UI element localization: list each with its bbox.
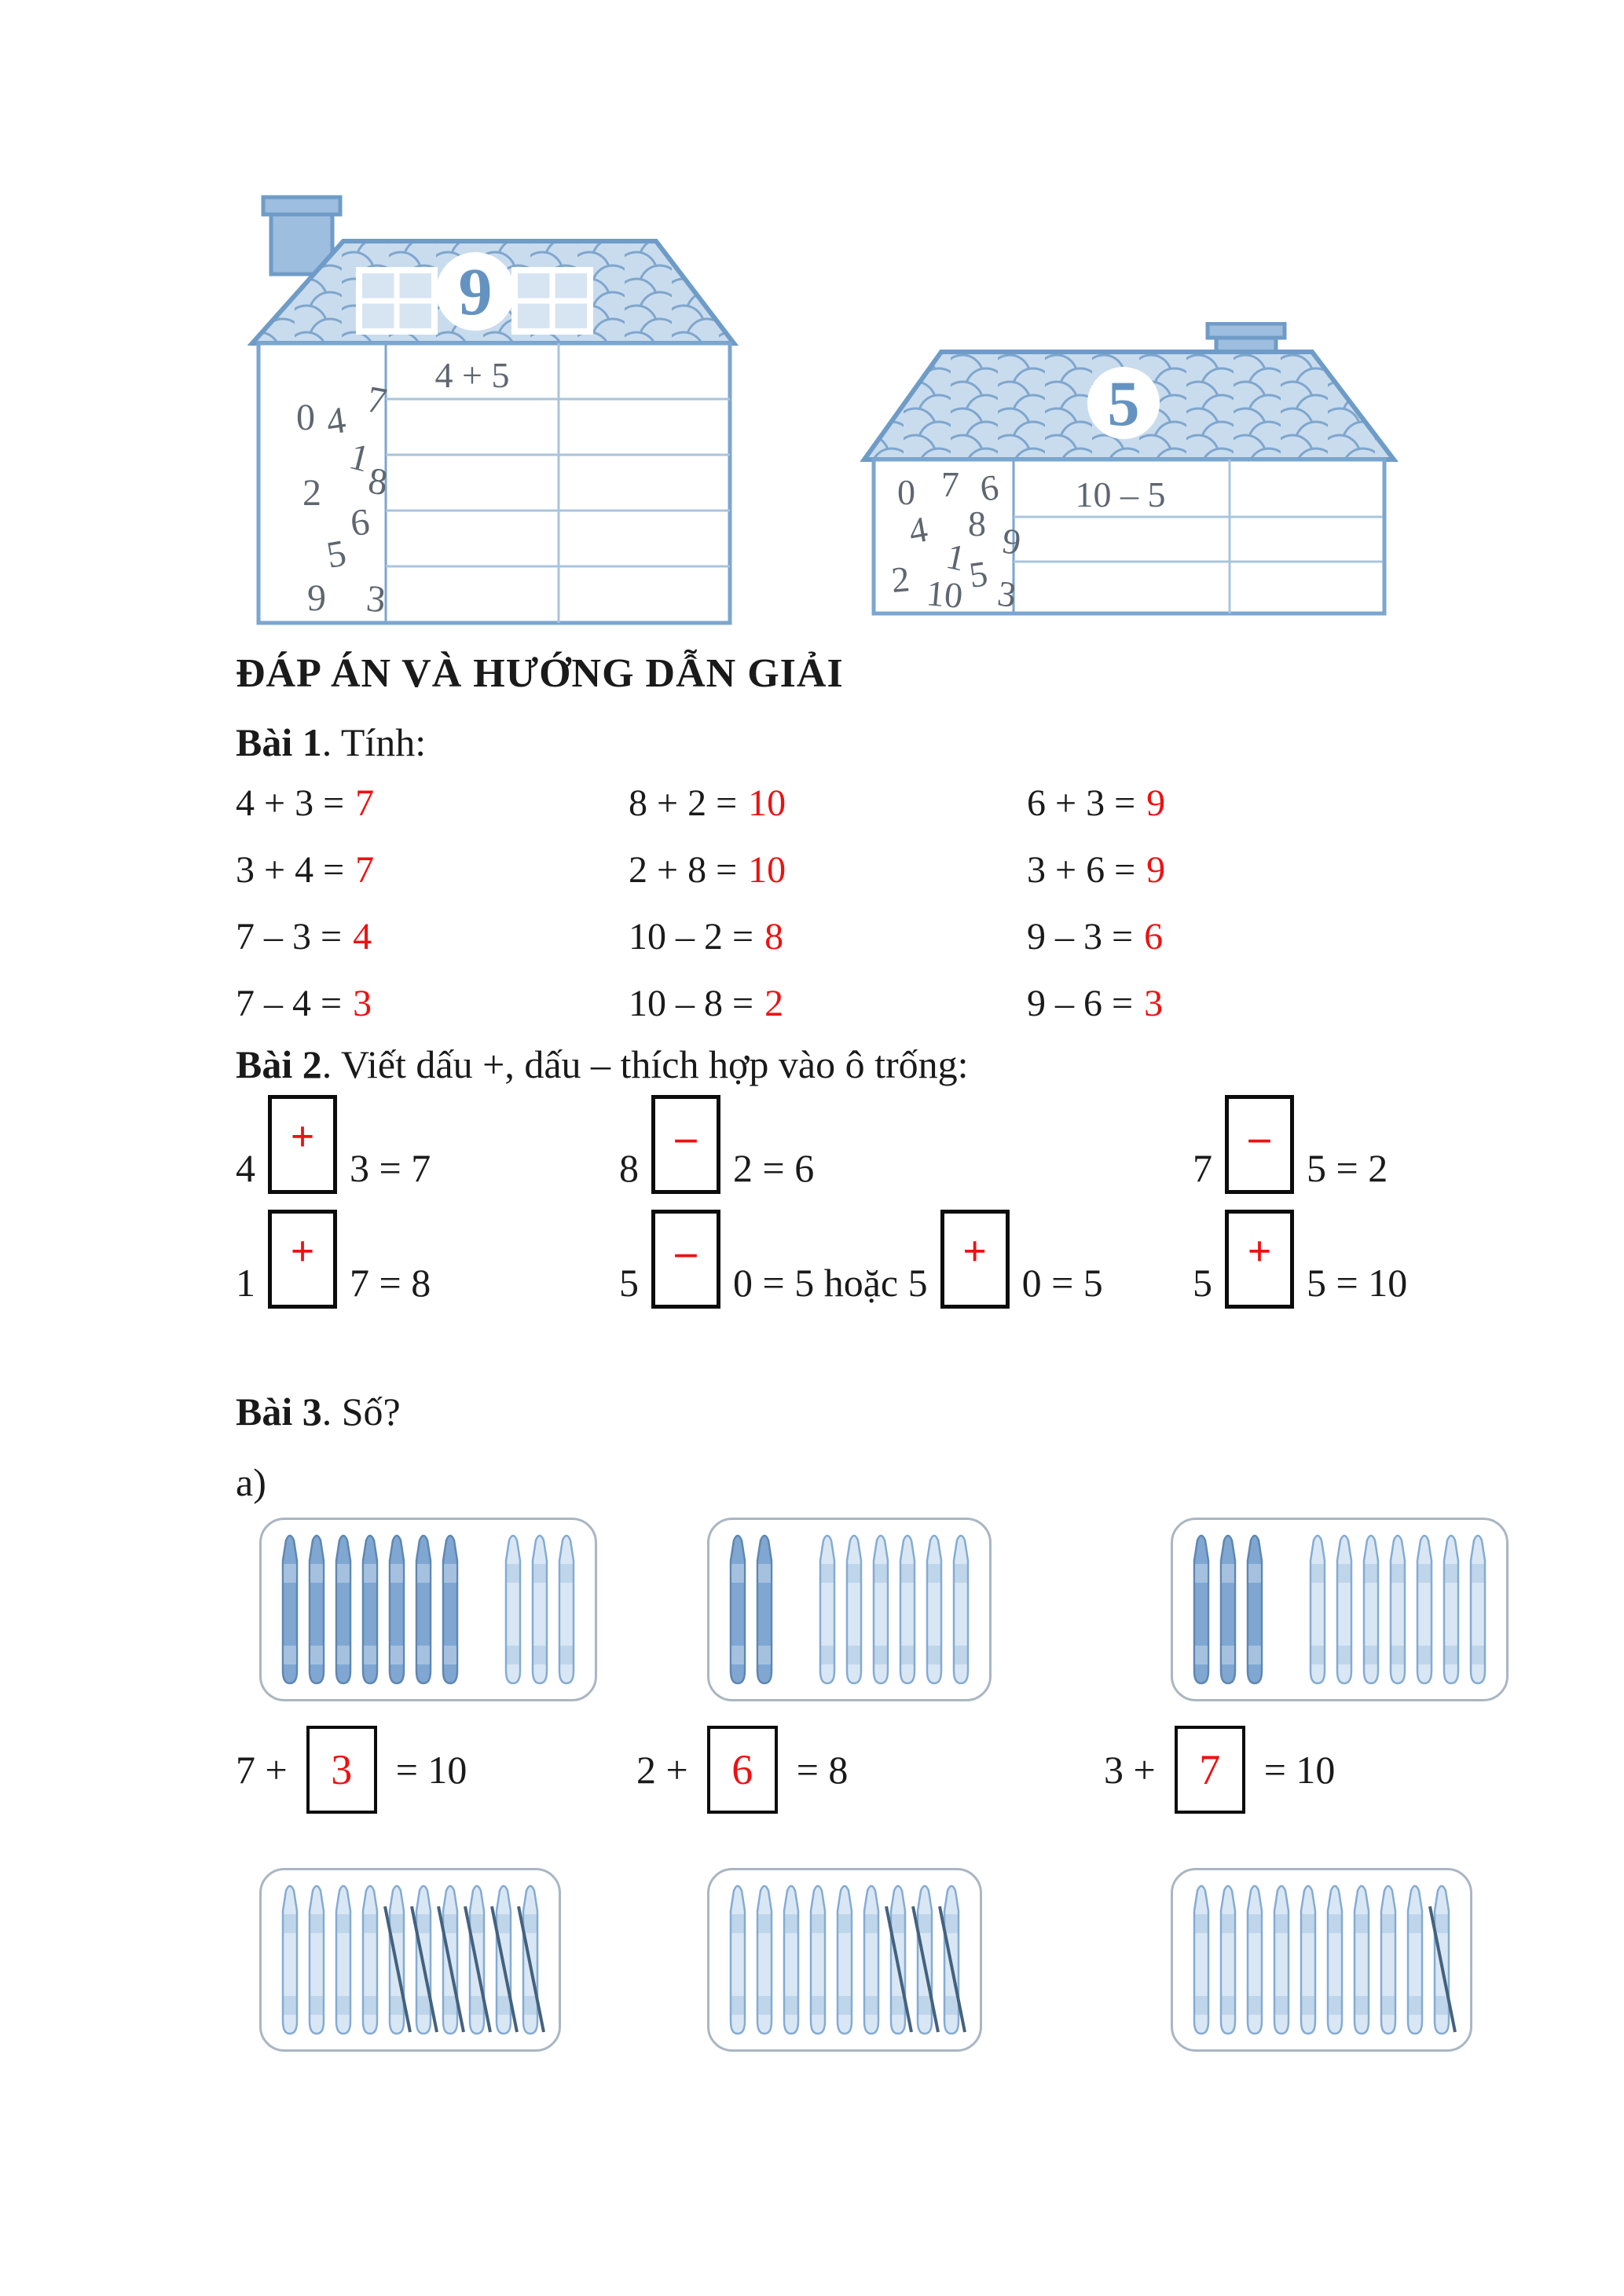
crayon — [1194, 1536, 1208, 1683]
equation-result: = 10 — [1263, 1748, 1336, 1792]
operand: 2 = 6 — [733, 1146, 815, 1190]
sign-answer: + — [290, 1228, 315, 1275]
crayon — [954, 1536, 968, 1683]
bai1-title-bold: Bài 1 — [236, 720, 322, 764]
house-5-illustration — [856, 322, 1399, 621]
crayon — [533, 1536, 547, 1683]
crayon — [1221, 1536, 1235, 1683]
bai3-part-label: a) — [236, 1460, 266, 1504]
scattered-number: 0 — [897, 472, 915, 512]
bai1-equation — [1027, 982, 1163, 1025]
crayon — [506, 1536, 520, 1683]
crayon — [1471, 1536, 1485, 1683]
sign-box — [651, 1210, 720, 1309]
crayon — [310, 1536, 324, 1683]
equation-answer: 4 — [353, 916, 372, 958]
crayon — [1248, 1536, 1262, 1683]
crayon — [1274, 1886, 1289, 2034]
crayon-crossed — [438, 1886, 464, 2034]
scattered-number: 1 — [942, 535, 970, 579]
crayon — [731, 1536, 745, 1683]
crayon-box — [259, 1518, 597, 1701]
scattered-number: 8 — [365, 460, 390, 504]
crayon — [336, 1536, 350, 1683]
crayon — [820, 1536, 834, 1683]
equation-expression: 3 + 6 = — [1027, 849, 1136, 891]
crayon — [900, 1536, 915, 1683]
crayon-box — [1171, 1518, 1509, 1701]
operand: 5 — [1193, 1261, 1212, 1305]
bai3-equation — [636, 1726, 848, 1814]
roof-window-left — [356, 267, 438, 335]
crayon — [1391, 1536, 1405, 1683]
answer-box — [707, 1726, 778, 1814]
scattered-number: 3 — [995, 573, 1019, 616]
crayon — [1408, 1886, 1422, 2034]
crayon — [784, 1886, 798, 2034]
bai3-title-bold: Bài 3 — [236, 1390, 322, 1434]
crayon — [1301, 1886, 1315, 2034]
equation-result: = 10 — [395, 1748, 467, 1792]
crayon — [838, 1886, 852, 2034]
crayon-crossed — [519, 1886, 544, 2034]
bai3-equation — [1104, 1726, 1335, 1814]
sign-box — [940, 1210, 1010, 1309]
crayon — [1328, 1886, 1342, 2034]
bai2-title-bold: Bài 2 — [236, 1042, 322, 1086]
equation-expression: 10 – 2 = — [629, 916, 754, 958]
bai3-title — [236, 1389, 401, 1434]
sign-answer: + — [1247, 1228, 1272, 1275]
bai3-equation — [236, 1726, 467, 1814]
bai1-equation — [629, 782, 786, 825]
crayon — [757, 1886, 772, 2034]
crayon-box — [1171, 1868, 1472, 2052]
roof-window-right — [511, 267, 593, 335]
sign-box — [1225, 1095, 1294, 1194]
scattered-number: 5 — [323, 532, 350, 577]
crayon-box — [259, 1868, 561, 2052]
crayon — [416, 1536, 431, 1683]
equation-answer: 8 — [764, 916, 784, 958]
crayon — [443, 1536, 457, 1683]
crayon — [1355, 1886, 1369, 2034]
sign-answer: – — [675, 1228, 697, 1275]
equation-answer: 7 — [355, 782, 375, 824]
crayon — [731, 1886, 745, 2034]
crayon — [1194, 1886, 1208, 2034]
equation-expression: 9 – 6 = — [1027, 983, 1134, 1024]
sign-answer: – — [675, 1113, 697, 1160]
crayon-crossed — [940, 1886, 965, 2034]
crayon-crossed — [913, 1886, 938, 2034]
crayon — [390, 1536, 404, 1683]
table-first-cell: 10 – 5 — [1075, 474, 1166, 514]
house-9-illustration — [247, 192, 739, 628]
crayon — [559, 1536, 574, 1683]
equation-expression: 3 + — [1104, 1748, 1156, 1792]
crayon-crossed — [412, 1886, 437, 2034]
crayon-crossed — [465, 1886, 490, 2034]
crayon-crossed — [385, 1886, 410, 2034]
crayon — [1248, 1886, 1262, 2034]
crayon — [1337, 1536, 1351, 1683]
operand: 7 — [1193, 1146, 1212, 1190]
scattered-number: 9 — [999, 520, 1024, 563]
equation-result: = 8 — [796, 1748, 849, 1792]
scattered-number: 7 — [941, 464, 959, 504]
bai1-equation — [1027, 848, 1165, 892]
sign-answer: + — [290, 1113, 315, 1160]
operand: 5 = 10 — [1307, 1261, 1408, 1305]
equation-expression: 4 + 3 = — [236, 782, 345, 824]
bai1-equation — [236, 982, 372, 1025]
scattered-number: 3 — [364, 577, 388, 621]
sign-box — [1225, 1210, 1294, 1309]
answer-box — [306, 1726, 377, 1814]
scattered-number: 6 — [977, 467, 1002, 509]
bai2-item — [236, 1210, 431, 1309]
operand: 0 = 5 — [1021, 1261, 1103, 1305]
crayon — [811, 1886, 825, 2034]
operand: 1 — [236, 1261, 255, 1305]
crayon — [864, 1886, 878, 2034]
scattered-number: 10 — [925, 573, 965, 616]
bai1-equation — [629, 848, 786, 892]
equation-answer: 6 — [731, 1746, 753, 1793]
equation-answer: 7 — [355, 849, 375, 891]
bai3-title-rest: . Số? — [321, 1390, 401, 1434]
equation-expression: 3 + 4 = — [236, 849, 345, 891]
bai1-equation — [629, 915, 783, 958]
sign-box — [268, 1210, 337, 1309]
crayon — [1417, 1536, 1432, 1683]
crayon — [1444, 1536, 1458, 1683]
scattered-number: 2 — [889, 558, 911, 600]
crayon-box — [707, 1868, 982, 2052]
bai1-title — [236, 720, 426, 765]
equation-answer: 9 — [1146, 782, 1166, 824]
equation-answer: 6 — [1144, 916, 1164, 958]
equation-answer: 3 — [1144, 983, 1164, 1024]
crayon — [927, 1536, 941, 1683]
equation-expression: 2 + 8 = — [629, 849, 738, 891]
operand: 5 = 2 — [1307, 1146, 1388, 1190]
equation-answer: 9 — [1146, 849, 1166, 891]
equation-answer: 2 — [764, 983, 784, 1024]
bai2-item-double — [619, 1210, 1103, 1309]
crayon — [1311, 1536, 1325, 1683]
crayon — [283, 1886, 297, 2034]
crayon — [283, 1536, 297, 1683]
scattered-number: 6 — [348, 500, 372, 544]
bai1-equation — [1027, 782, 1165, 825]
crayon — [757, 1536, 772, 1683]
sign-box — [651, 1095, 720, 1194]
scattered-number: 0 — [296, 397, 315, 438]
roof-number: 9 — [458, 254, 493, 329]
equation-answer: 3 — [353, 983, 372, 1024]
answer-box — [1175, 1726, 1245, 1814]
roof-number: 5 — [1107, 368, 1140, 439]
operand: 0 = 5 hoặc 5 — [733, 1261, 928, 1305]
bai1-equation — [236, 782, 374, 825]
scattered-number: 9 — [307, 577, 326, 619]
table-first-cell: 4 + 5 — [434, 355, 510, 395]
bai2-title — [236, 1042, 969, 1087]
bai2-title-rest: . Viết dấu +, dấu – thích hợp vào ô trống: — [321, 1042, 969, 1086]
bai2-item — [1193, 1210, 1407, 1309]
scattered-number: 5 — [966, 553, 991, 595]
scattered-number: 1 — [345, 435, 374, 481]
bai2-item — [1193, 1095, 1388, 1194]
equation-expression: 2 + — [636, 1748, 688, 1792]
sign-answer: – — [1248, 1113, 1270, 1160]
equation-answer: 7 — [1199, 1746, 1221, 1793]
operand: 5 — [619, 1261, 639, 1305]
crayon — [1221, 1886, 1235, 2034]
crayon-crossed — [1430, 1886, 1455, 2034]
sign-answer: + — [962, 1228, 987, 1275]
bai1-equation — [236, 848, 374, 892]
crayon — [363, 1886, 377, 2034]
crayon-crossed — [492, 1886, 517, 2034]
crayon — [310, 1886, 324, 2034]
operand: 4 — [236, 1146, 255, 1190]
bai1-equation — [629, 982, 783, 1025]
scattered-number: 8 — [968, 504, 986, 544]
scattered-number: 4 — [905, 508, 931, 551]
scattered-number: 2 — [302, 472, 321, 514]
bai2-item — [236, 1095, 431, 1194]
crayon — [363, 1536, 377, 1683]
crayon — [847, 1536, 861, 1683]
equation-answer: 3 — [331, 1746, 353, 1793]
equation-expression: 8 + 2 = — [629, 782, 738, 824]
operand: 7 = 8 — [350, 1261, 431, 1305]
operand: 8 — [619, 1146, 639, 1190]
bai1-equation — [236, 915, 372, 958]
sign-box — [268, 1095, 337, 1194]
equation-expression: 10 – 8 = — [629, 983, 754, 1024]
crayon — [336, 1886, 350, 2034]
equation-expression: 6 + 3 = — [1027, 782, 1136, 824]
crayon — [1381, 1886, 1395, 2034]
scattered-number: 7 — [364, 378, 390, 423]
equation-expression: 7 + — [236, 1748, 288, 1792]
equation-expression: 7 – 3 = — [236, 916, 343, 958]
crayon — [1364, 1536, 1378, 1683]
bai1-title-rest: . Tính: — [321, 720, 427, 764]
operand: 3 = 7 — [350, 1146, 431, 1190]
answer-heading: ĐÁP ÁN VÀ HƯỚNG DẪN GIẢI — [236, 651, 844, 696]
crayon-crossed — [886, 1886, 911, 2034]
equation-expression: 7 – 4 = — [236, 983, 343, 1024]
equation-expression: 9 – 3 = — [1027, 916, 1134, 958]
crayon-box — [707, 1518, 992, 1701]
bai2-item — [619, 1095, 814, 1194]
equation-answer: 10 — [748, 782, 786, 824]
crayon — [874, 1536, 888, 1683]
scattered-number: 4 — [324, 399, 349, 443]
bai1-equation — [1027, 915, 1163, 958]
equation-answer: 10 — [748, 849, 786, 891]
